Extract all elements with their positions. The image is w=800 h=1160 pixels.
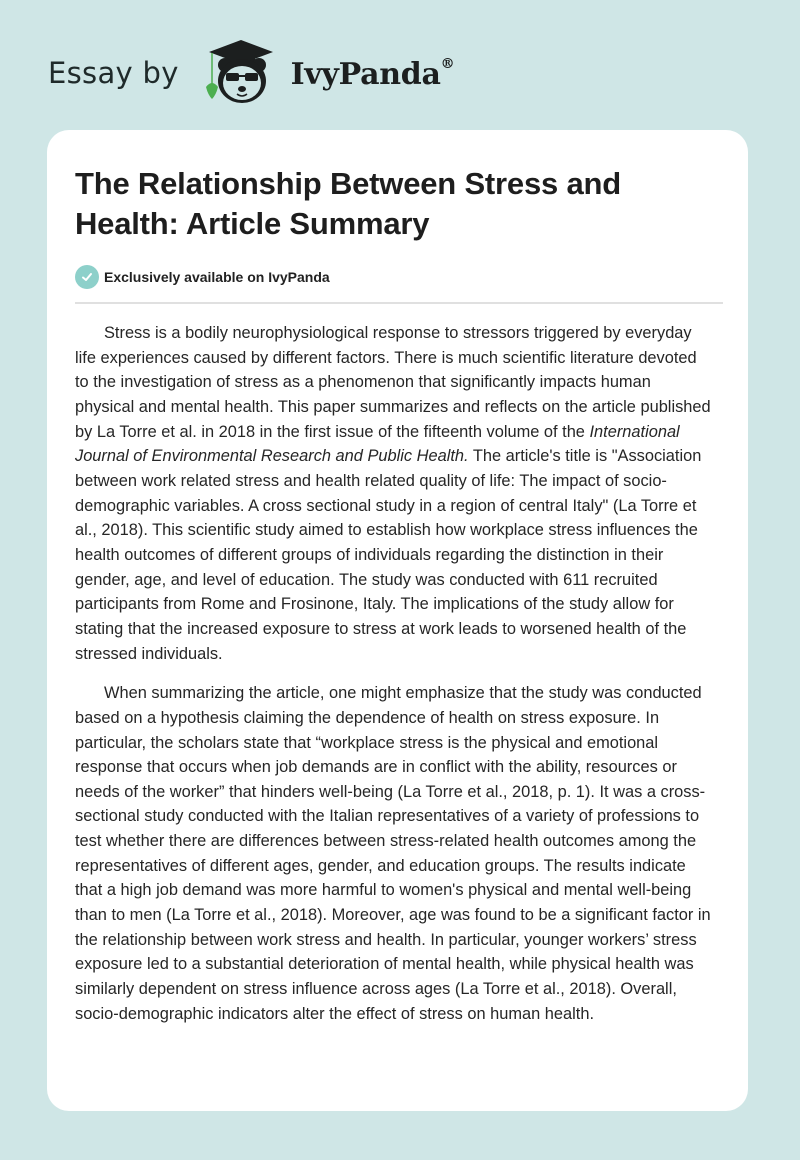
text-line: by La Torre et al. in 2018 in the first issue of the fifteenth volume of the International: [75, 422, 680, 441]
brand-name[interactable]: IvyPanda®: [290, 56, 455, 92]
essay-card: [47, 130, 748, 1111]
text-line: than to men (La Torre et al., 2018). Moreover, age was found to be a significant factor in: [75, 906, 711, 925]
text-line: life experiences caused by different factors. There is much scientific literature devoted: [75, 348, 697, 367]
paragraph-2: [75, 681, 725, 1026]
panda-graduation-cap-icon[interactable]: [199, 35, 285, 107]
text-line: stating that the increased exposure to stress at work leads to worsened health of the: [75, 619, 687, 638]
text-line: particular, the scholars state that “workplace stress is the physical and emotional: [75, 733, 659, 752]
text-line: the relationship between work stress and health. In particular, younger workers’ stress: [75, 930, 697, 949]
text-line: sectional study conducted with the Italian representatives of a variety of professions to: [75, 807, 700, 826]
text-line: demographic variables. A cross sectional study in a region of central Italy" (La Torre et: [75, 496, 697, 515]
text-line: test whether there are differences between stress-related health outcomes among the: [75, 832, 697, 851]
text-line: al., 2018). This scientific study aimed to establish how workplace stress influences the: [75, 521, 698, 540]
badge-text: Exclusively available on IvyPanda: [104, 269, 330, 285]
check-circle-icon: [75, 265, 99, 289]
text-line: health outcomes of different groups of individuals regarding the distinction in their: [75, 545, 664, 564]
text-line: between work related stress and health related quality of life: The impact of socio-: [75, 471, 667, 490]
text-line: socio-demographic indicators alter the effect of stress on human health.: [75, 1004, 595, 1023]
divider: [75, 302, 723, 304]
text-line: that a high job demand was more harmful to women's physical and mental well-being: [75, 881, 692, 900]
text-line: stressed individuals.: [75, 644, 223, 663]
text-line: similarly dependent on stress influence across ages (La Torre et al., 2018). Overall,: [75, 980, 677, 999]
text-line: to the investigation of stress as a phenomenon that significantly impacts human: [75, 373, 651, 392]
text-line: based on a hypothesis claiming the dependence of health on stress exposure. In: [75, 708, 660, 727]
text-line: response that occurs when job demands are in conflict with the ability, resources or: [75, 758, 677, 777]
site-header: [48, 36, 454, 106]
essay-by-label: Essay by: [48, 56, 179, 90]
text-line: Stress is a bodily neurophysiological response to stressors triggered by everyday: [104, 324, 692, 342]
text-line: physical and mental health. This paper summarizes and reflects on the article published: [75, 397, 711, 416]
journal-name-part: Journal of Environmental Research and Public Health.: [75, 447, 469, 466]
text-line: gender, age, and level of education. The study was conducted with 611 recruited: [75, 570, 658, 589]
text-line: exposure led to a substantial deterioration of mental health, while physical health was: [75, 955, 694, 974]
essay-body: [75, 321, 725, 1041]
registered-mark: ®: [440, 56, 455, 72]
text-line: needs of the worker” that hinders well-being (La Torre et al., 2018, p. 1). It was a cross-: [75, 782, 706, 801]
text-line: representatives of different ages, gender, and education groups. The results indicate: [75, 856, 686, 875]
text-line: participants from Rome and Frosinone, Italy. The implications of the study allow for: [75, 595, 674, 614]
text-line: Journal of Environmental Research and Public Health. The article's title is "Association: [75, 447, 702, 466]
page-title: The Relationship Between Stress and Health: Article Summary: [75, 166, 621, 241]
exclusive-badge: [75, 265, 330, 289]
journal-name-part: International: [589, 422, 680, 441]
paragraph-1: [75, 321, 725, 666]
text-line: When summarizing the article, one might emphasize that the study was conducted: [104, 684, 702, 703]
